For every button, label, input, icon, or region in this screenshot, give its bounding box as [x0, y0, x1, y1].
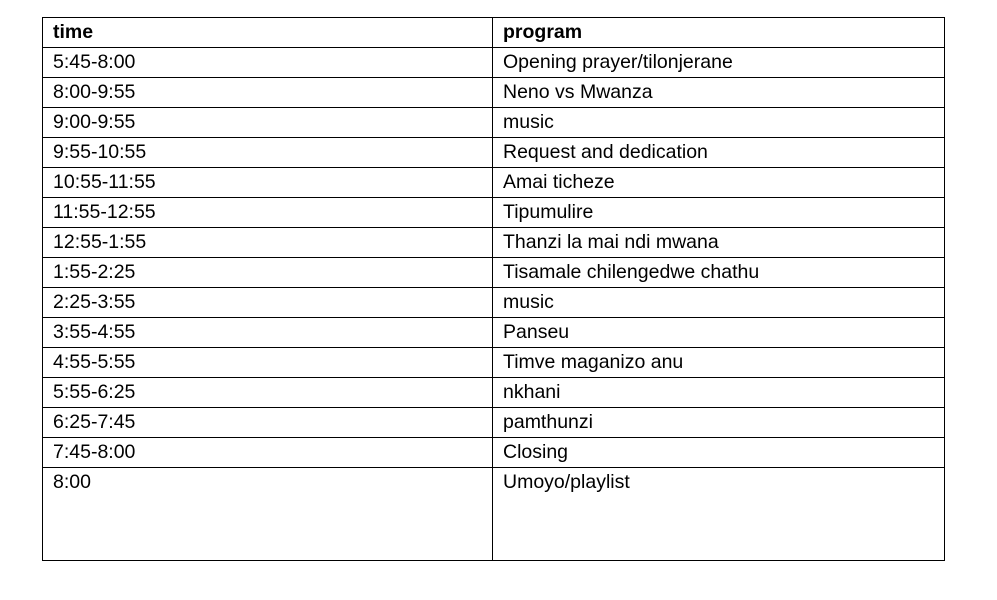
table-row — [43, 258, 945, 288]
time-cell: 9:55-10:55 — [43, 138, 493, 168]
program-cell: Tisamale chilengedwe chathu — [493, 258, 945, 288]
table-row — [43, 108, 945, 138]
schedule-table — [42, 17, 945, 561]
table-row — [43, 318, 945, 348]
program-cell: music — [493, 288, 945, 318]
program-cell: Timve maganizo anu — [493, 348, 945, 378]
program-cell: Tipumulire — [493, 198, 945, 228]
table-row — [43, 228, 945, 258]
time-cell: 11:55-12:55 — [43, 198, 493, 228]
table-row — [43, 78, 945, 108]
program-cell: Panseu — [493, 318, 945, 348]
table-row — [43, 168, 945, 198]
time-cell: 2:25-3:55 — [43, 288, 493, 318]
table-row — [43, 378, 945, 408]
time-cell: 6:25-7:45 — [43, 408, 493, 438]
time-cell: 8:00 — [43, 468, 493, 561]
table-row — [43, 198, 945, 228]
time-cell: 5:45-8:00 — [43, 48, 493, 78]
program-cell: nkhani — [493, 378, 945, 408]
table-row — [43, 408, 945, 438]
table-header-row — [43, 18, 945, 48]
program-cell: Neno vs Mwanza — [493, 78, 945, 108]
time-cell: 10:55-11:55 — [43, 168, 493, 198]
program-cell: Opening prayer/tilonjerane — [493, 48, 945, 78]
program-cell: Closing — [493, 438, 945, 468]
time-cell: 9:00-9:55 — [43, 108, 493, 138]
table-row — [43, 348, 945, 378]
program-cell: music — [493, 108, 945, 138]
header-program: program — [493, 18, 945, 48]
time-cell: 5:55-6:25 — [43, 378, 493, 408]
table-row — [43, 468, 945, 561]
header-time: time — [43, 18, 493, 48]
program-cell: Amai ticheze — [493, 168, 945, 198]
time-cell: 7:45-8:00 — [43, 438, 493, 468]
program-cell: Request and dedication — [493, 138, 945, 168]
table-row — [43, 438, 945, 468]
program-cell: Thanzi la mai ndi mwana — [493, 228, 945, 258]
time-cell: 8:00-9:55 — [43, 78, 493, 108]
time-cell: 12:55-1:55 — [43, 228, 493, 258]
time-cell: 1:55-2:25 — [43, 258, 493, 288]
time-cell: 4:55-5:55 — [43, 348, 493, 378]
table-row — [43, 138, 945, 168]
program-cell: Umoyo/playlist — [493, 468, 945, 561]
table-row — [43, 48, 945, 78]
table-row — [43, 288, 945, 318]
time-cell: 3:55-4:55 — [43, 318, 493, 348]
program-cell: pamthunzi — [493, 408, 945, 438]
